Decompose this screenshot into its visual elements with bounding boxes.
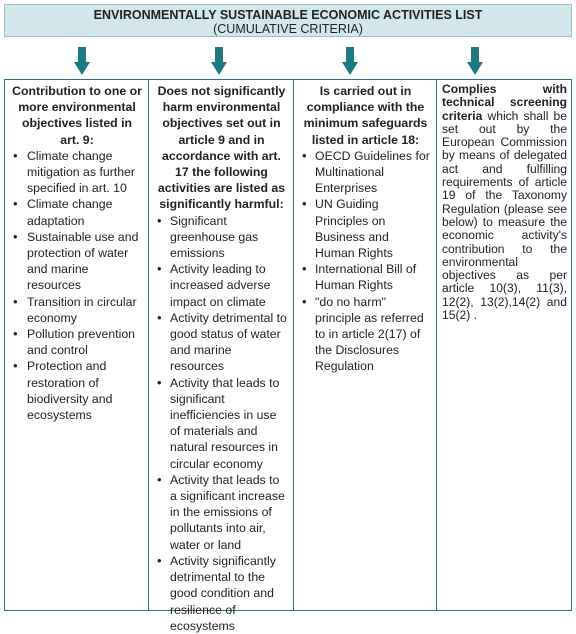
list-item: • Activity that leads to a significant increase in the emissions of pollutants into air, water or land (156, 472, 287, 553)
list-item: • OECD Guidelines for Multinational Enterprises (301, 148, 430, 197)
criteria-table (4, 79, 572, 633)
technical-criteria-lead: Complies with technical screening criteria (442, 82, 567, 123)
list-item: • Transition in circular economy (12, 294, 142, 326)
list-item: • Sustainable use and protection of water and marine resources (12, 229, 142, 294)
arrow-down-icon (467, 47, 483, 75)
criteria-column-technical (437, 80, 571, 610)
list-item: • Activity leading to increased adverse impact on climate (156, 261, 287, 310)
arrow-down-icon (342, 47, 358, 75)
list-item: • Activity significantly detrimental to the good condition and resilience of ecosystems (156, 553, 287, 634)
column-heading: Contribution to one or more environmental objectives listed in art. 9: (12, 84, 142, 147)
list-item: • "do no harm" principle as referred to in article 2(17) of the Disclosures Regulation (301, 294, 430, 375)
criteria-list (12, 148, 142, 423)
list-item: • Pollution prevention and control (12, 326, 142, 358)
header-subtitle: (CUMULATIVE CRITERIA) (213, 22, 363, 36)
criteria-column-no-harm (149, 80, 294, 633)
list-item: • International Bill of Human Rights (301, 261, 430, 293)
list-item: • Climate change adaptation (12, 196, 142, 228)
column-heading: Is carried out in compliance with the minimum safeguards listed in article 18: (303, 84, 428, 147)
technical-criteria-body: which shall be set out by the European Commission by means of delegated act and fulfilling requirements of article 19 of the Taxonomy Regulation (please see below) to measure the economic activity's contribution to the environmental objectives as per article 10(3), 11(3), 12(2), 13(2),14(2) and 15(2) . (442, 108, 567, 323)
list-header (4, 4, 572, 37)
criteria-list (156, 213, 287, 634)
technical-criteria-text (442, 83, 567, 322)
list-item: • Activity that leads to significant inefficiencies in use of materials and natural resources in circular economy (156, 375, 287, 472)
list-item: • Protection and restoration of biodiversity and ecosystems (12, 358, 142, 423)
list-item: • Significant greenhouse gas emissions (156, 213, 287, 262)
header-title: ENVIRONMENTALLY SUSTAINABLE ECONOMIC ACTIVITIES LIST (93, 8, 483, 22)
criteria-list (301, 148, 430, 375)
criteria-column-safeguards (294, 80, 437, 610)
arrow-down-icon (211, 47, 227, 75)
list-item: • Activity detrimental to good status of water and marine resources (156, 310, 287, 375)
list-item: • Climate change mitigation as further specified in art. 10 (12, 148, 142, 197)
list-item: • UN Guiding Principles on Business and Human Rights (301, 196, 430, 261)
criteria-column-contribution (5, 80, 149, 610)
arrow-down-icon (74, 47, 90, 75)
column-heading: Does not significantly harm environmental objectives set out in article 9 and in accordance with art. 17 the following activities are listed as significantly harmful: (157, 84, 286, 212)
